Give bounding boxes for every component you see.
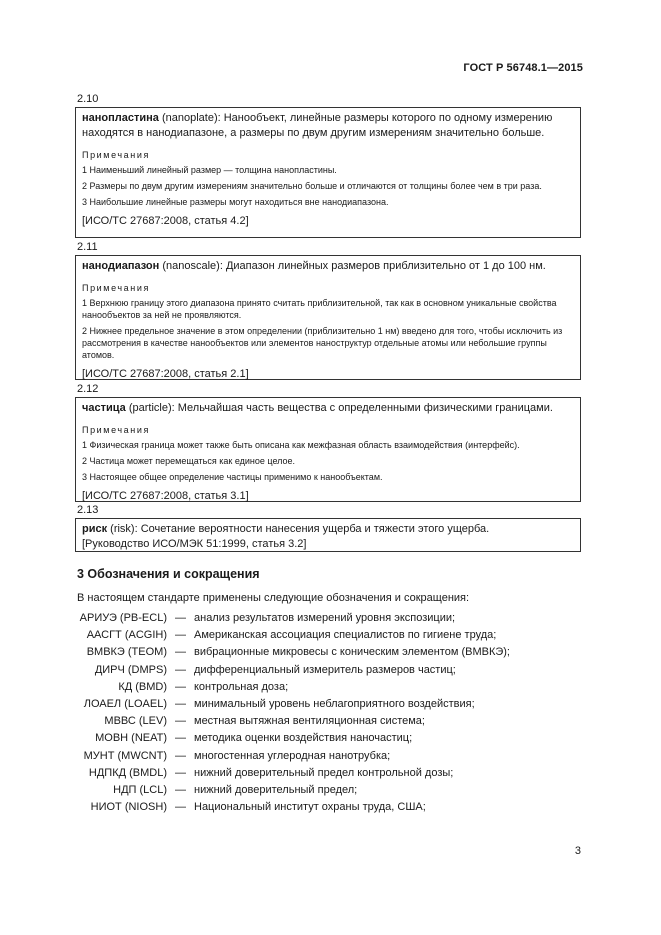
dash: — <box>175 801 186 814</box>
dash: — <box>175 612 186 624</box>
term-number: 2.10 <box>77 93 99 105</box>
notes-heading: Примечания <box>82 425 150 435</box>
term-name: риск <box>82 523 108 535</box>
abbreviation-expansion: местная вытяжная вентиляционная система; <box>194 715 425 728</box>
abbreviation-expansion: Американская ассоциация специалистов по гигиене труда; <box>194 629 497 642</box>
abbreviation-row <box>0 664 661 681</box>
abbreviation: ААСГТ (ACGIH) <box>86 629 167 642</box>
abbreviation: АРИУЭ (PB-ECL) <box>79 612 167 624</box>
note: 3 Наибольшие линейные размеры могут находиться вне нанодиапазона. <box>82 197 389 207</box>
abbreviation-row <box>0 801 661 818</box>
note: 1 Физическая граница может также быть описана как межфазная область взаимодействия (интерфейс). <box>82 440 520 450</box>
definition-text: (particle): Мельчайшая часть вещества с определенными физическими границами. <box>125 402 553 414</box>
term-name: нанопластина <box>82 112 159 124</box>
abbreviation-expansion: нижний доверительный предел контрольной дозы; <box>194 766 454 779</box>
note: 3 Настоящее общее определение частицы применимо к нанообъектам. <box>82 472 383 482</box>
page-number: 3 <box>574 845 581 857</box>
abbreviation: ВМВКЭ (TEOM) <box>86 646 167 659</box>
dash: — <box>175 783 186 796</box>
section-title: 3 Обозначения и сокращения <box>77 567 260 581</box>
definition-text: (risk): Сочетание вероятности нанесения ущерба и тяжести этого ущерба. <box>107 523 490 535</box>
abbreviation-expansion: анализ результатов измерений уровня экспозиции; <box>194 612 456 624</box>
abbreviation: НДПКД (BMDL) <box>88 766 167 779</box>
abbreviation: НДП (LCL) <box>113 783 167 796</box>
term-box <box>75 518 581 552</box>
abbreviation: МВВС (LEV) <box>104 715 167 728</box>
abbreviation-row <box>0 612 661 629</box>
dash: — <box>175 697 186 710</box>
source-reference: [Руководство ИСО/МЭК 51:1999, статья 3.2] <box>82 538 307 550</box>
source-reference: [ИСО/ТС 27687:2008, статья 2.1] <box>82 368 249 380</box>
source-reference: [ИСО/ТС 27687:2008, статья 3.1] <box>82 490 249 502</box>
abbreviation-row <box>0 629 661 646</box>
abbreviation-row <box>0 732 661 749</box>
dash: — <box>175 715 186 728</box>
term-definition <box>82 111 574 141</box>
abbreviation-row <box>0 681 661 698</box>
note: 2 Частица может перемещаться как единое целое. <box>82 456 296 466</box>
abbreviation-expansion: дифференциальный измеритель размеров частиц; <box>194 663 456 676</box>
term-box <box>75 107 581 238</box>
term-definition <box>82 259 574 274</box>
abbreviation: ЛОАЕЛ (LOAEL) <box>83 697 167 710</box>
abbreviation: МУНТ (MWCNT) <box>83 749 167 762</box>
dash: — <box>175 680 186 693</box>
term-number: 2.13 <box>77 504 99 516</box>
abbreviation-expansion: контрольная доза; <box>194 680 289 693</box>
abbreviation: НИОТ (NIOSH) <box>90 801 167 814</box>
term-name: частица <box>82 402 126 414</box>
section-intro: В настоящем стандарте применены следующие обозначения и сокращения: <box>77 592 470 604</box>
definition-text: (nanoplate): Нанообъект, линейные размеры которого по одному измерению находятся в нанодиапазоне, а размеры по двум другим измерениям значительно больше. <box>82 112 553 139</box>
note: 2 Размеры по двум другим измерениям значительно больше и отличаются от толщины более чем в три раза. <box>82 181 542 191</box>
abbreviation: ДИРЧ (DMPS) <box>94 663 167 676</box>
abbreviation-row <box>0 698 661 715</box>
term-box <box>75 255 581 380</box>
source-reference: [ИСО/ТС 27687:2008, статья 4.2] <box>82 215 249 227</box>
dash: — <box>175 749 186 762</box>
definition-text: (nanoscale): Диапазон линейных размеров приблизительно от 1 до 100 нм. <box>159 260 546 272</box>
term-definition <box>82 522 574 537</box>
dash: — <box>175 646 186 659</box>
abbreviation-expansion: Национальный институт охраны труда, США; <box>194 801 426 814</box>
abbreviation: КД (BMD) <box>118 680 167 693</box>
note: 2 Нижнее предельное значение в этом определении (приблизительно 1 нм) введено для того, чтобы исключить из рассмотрения в качестве нанообъектов или элементов наноструктур отдельные атомы или небольшие группы атомов. <box>82 326 563 360</box>
document-id-header: ГОСТ Р 56748.1—2015 <box>463 62 583 74</box>
notes-heading: Примечания <box>82 150 150 160</box>
term-box <box>75 397 581 502</box>
abbreviation-expansion: минимальный уровень неблагоприятного воздействия; <box>194 697 475 710</box>
dash: — <box>175 766 186 779</box>
abbreviation-row <box>0 784 661 801</box>
notes-heading: Примечания <box>82 283 150 293</box>
note: 1 Наименьший линейный размер — толщина нанопластины. <box>82 165 337 175</box>
abbreviation-row <box>0 646 661 663</box>
note: 1 Верхнюю границу этого диапазона принято считать приблизительной, так как в основном уникальные свойства нанообъектов за ней не проявляются. <box>82 298 557 320</box>
dash: — <box>175 732 186 745</box>
abbreviation-row <box>0 715 661 732</box>
abbreviation-row <box>0 750 661 767</box>
term-number: 2.11 <box>77 241 98 253</box>
term-name: нанодиапазон <box>82 260 160 272</box>
abbreviation-expansion: нижний доверительный предел; <box>194 783 358 796</box>
abbreviation-list <box>0 612 661 818</box>
abbreviation: МОВН (NEAT) <box>95 732 167 745</box>
abbreviation-expansion: вибрационные микровесы с коническим элементом (ВМВКЭ); <box>194 646 510 659</box>
abbreviation-expansion: методика оценки воздействия наночастиц; <box>194 732 413 745</box>
abbreviation-expansion: многостенная углеродная нанотрубка; <box>194 749 391 762</box>
dash: — <box>175 629 186 642</box>
term-number: 2.12 <box>77 383 99 395</box>
abbreviation-row <box>0 767 661 784</box>
dash: — <box>175 663 186 676</box>
term-definition <box>82 401 574 416</box>
